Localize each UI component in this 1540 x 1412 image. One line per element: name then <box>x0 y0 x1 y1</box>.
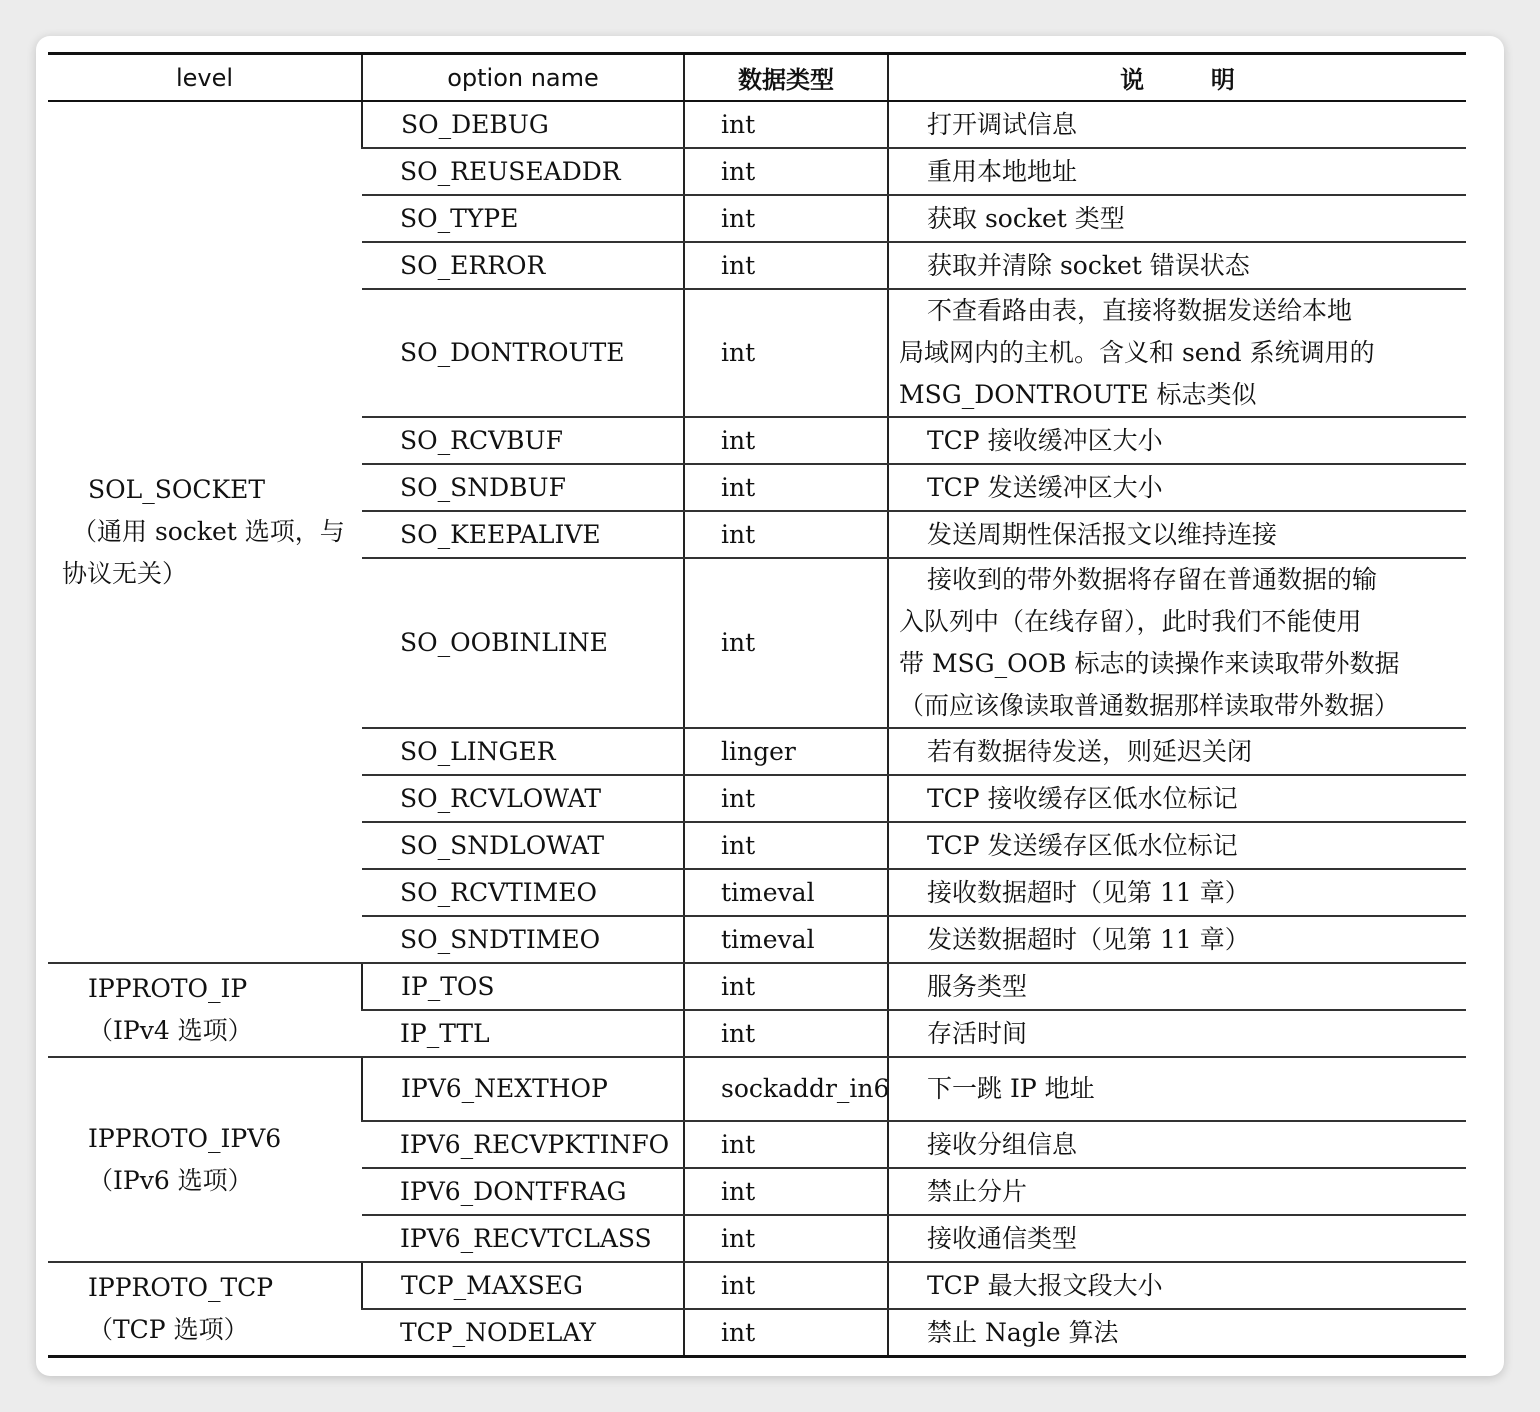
option-name-cell: SO_REUSEADDR <box>362 148 684 195</box>
option-name-cell: SO_SNDBUF <box>362 464 684 511</box>
data-type-cell: int <box>684 1262 888 1309</box>
data-type-cell: int <box>684 195 888 242</box>
option-name-cell: IPV6_DONTFRAG <box>362 1168 684 1215</box>
description-line: MSG_DONTROUTE 标志类似 <box>899 380 1257 409</box>
option-name-cell: IPV6_NEXTHOP <box>362 1057 684 1121</box>
data-type-cell: int <box>684 1168 888 1215</box>
description-cell <box>888 558 1466 728</box>
data-type-cell: sockaddr_in6 <box>684 1057 888 1121</box>
data-type-cell: int <box>684 417 888 464</box>
description-cell: 禁止分片 <box>888 1168 1466 1215</box>
description-line: 带 MSG_OOB 标志的读操作来读取带外数据 <box>899 649 1400 678</box>
socket-options-table <box>48 52 1466 1358</box>
document-page <box>36 36 1504 1376</box>
data-type-cell: int <box>684 511 888 558</box>
description-line: 不查看路由表，直接将数据发送给本地 <box>927 296 1353 325</box>
option-name-cell: SO_SNDTIMEO <box>362 916 684 963</box>
data-type-cell: int <box>684 464 888 511</box>
table-body <box>48 101 1466 1357</box>
description-cell: 服务类型 <box>888 963 1466 1010</box>
option-name-cell: SO_LINGER <box>362 728 684 775</box>
description-cell: TCP 发送缓冲区大小 <box>888 464 1466 511</box>
header-level: level <box>48 54 362 102</box>
description-line: （而应该像读取普通数据那样读取带外数据） <box>899 691 1400 720</box>
table-row <box>48 1262 1466 1309</box>
option-name-cell: SO_ERROR <box>362 242 684 289</box>
data-type-cell: int <box>684 1010 888 1057</box>
level-name: IPPROTO_IPV6 <box>88 1123 282 1153</box>
description-cell: 获取并清除 socket 错误状态 <box>888 242 1466 289</box>
description-line: 接收到的带外数据将存留在普通数据的输 <box>927 565 1378 594</box>
option-name-cell: SO_SNDLOWAT <box>362 822 684 869</box>
description-cell: 接收数据超时（见第 11 章） <box>888 869 1466 916</box>
data-type-cell: int <box>684 101 888 148</box>
data-type-cell: int <box>684 963 888 1010</box>
description-cell: 接收通信类型 <box>888 1215 1466 1262</box>
description-cell: 接收分组信息 <box>888 1121 1466 1168</box>
data-type-cell: int <box>684 242 888 289</box>
header-row <box>48 54 1466 102</box>
description-cell: 重用本地地址 <box>888 148 1466 195</box>
option-name-cell: IP_TOS <box>362 963 684 1010</box>
level-note: （IPv6 选项） <box>88 1165 253 1195</box>
level-cell <box>48 1057 362 1262</box>
option-name-cell: SO_RCVTIMEO <box>362 869 684 916</box>
level-cell <box>48 1262 362 1357</box>
level-note: （IPv4 选项） <box>88 1016 253 1045</box>
data-type-cell: linger <box>684 728 888 775</box>
data-type-cell: int <box>684 289 888 417</box>
option-name-cell: IPV6_RECVTCLASS <box>362 1215 684 1262</box>
data-type-cell: int <box>684 1309 888 1357</box>
header-data-type: 数据类型 <box>684 54 888 102</box>
data-type-cell: int <box>684 558 888 728</box>
option-name-cell: IP_TTL <box>362 1010 684 1057</box>
option-name-cell: SO_RCVLOWAT <box>362 775 684 822</box>
data-type-cell: int <box>684 1121 888 1168</box>
level-name: SOL_SOCKET <box>88 475 266 504</box>
description-cell: 存活时间 <box>888 1010 1466 1057</box>
header-description <box>888 54 1466 102</box>
option-name-cell: IPV6_RECVPKTINFO <box>362 1121 684 1168</box>
table-row <box>48 1057 1466 1121</box>
level-name: IPPROTO_IP <box>88 974 248 1003</box>
description-cell: TCP 发送缓存区低水位标记 <box>888 822 1466 869</box>
level-note: （TCP 选项） <box>88 1315 249 1344</box>
table-row <box>48 963 1466 1010</box>
header-option-name: option name <box>362 54 684 102</box>
option-name-cell: TCP_MAXSEG <box>362 1262 684 1309</box>
description-line: 入队列中（在线存留），此时我们不能使用 <box>899 607 1362 636</box>
data-type-cell: int <box>684 775 888 822</box>
option-name-cell: SO_RCVBUF <box>362 417 684 464</box>
option-name-cell: SO_OOBINLINE <box>362 558 684 728</box>
option-name-cell: SO_TYPE <box>362 195 684 242</box>
option-name-cell: SO_DONTROUTE <box>362 289 684 417</box>
level-cell <box>48 963 362 1057</box>
option-name-cell: TCP_NODELAY <box>362 1309 684 1357</box>
description-cell: 打开调试信息 <box>888 101 1466 148</box>
option-name-cell: SO_DEBUG <box>362 101 684 148</box>
header-description-text: 说 明 <box>1120 66 1235 94</box>
level-name: IPPROTO_TCP <box>88 1273 274 1302</box>
level-note: 协议无关） <box>62 559 188 588</box>
description-cell: 若有数据待发送，则延迟关闭 <box>888 728 1466 775</box>
option-name-cell: SO_KEEPALIVE <box>362 511 684 558</box>
data-type-cell: int <box>684 822 888 869</box>
description-cell: 获取 socket 类型 <box>888 195 1466 242</box>
description-cell: TCP 接收缓冲区大小 <box>888 417 1466 464</box>
data-type-cell: timeval <box>684 869 888 916</box>
description-cell <box>888 289 1466 417</box>
description-cell: 发送数据超时（见第 11 章） <box>888 916 1466 963</box>
level-note: （通用 socket 选项，与 <box>72 517 345 546</box>
description-cell: 下一跳 IP 地址 <box>888 1057 1466 1121</box>
table-row <box>48 101 1466 148</box>
level-cell <box>48 101 362 963</box>
description-cell: TCP 接收缓存区低水位标记 <box>888 775 1466 822</box>
data-type-cell: timeval <box>684 916 888 963</box>
description-cell: 禁止 Nagle 算法 <box>888 1309 1466 1357</box>
data-type-cell: int <box>684 148 888 195</box>
data-type-cell: int <box>684 1215 888 1262</box>
description-cell: 发送周期性保活报文以维持连接 <box>888 511 1466 558</box>
description-line: 局域网内的主机。含义和 send 系统调用的 <box>899 338 1375 367</box>
description-cell: TCP 最大报文段大小 <box>888 1262 1466 1309</box>
